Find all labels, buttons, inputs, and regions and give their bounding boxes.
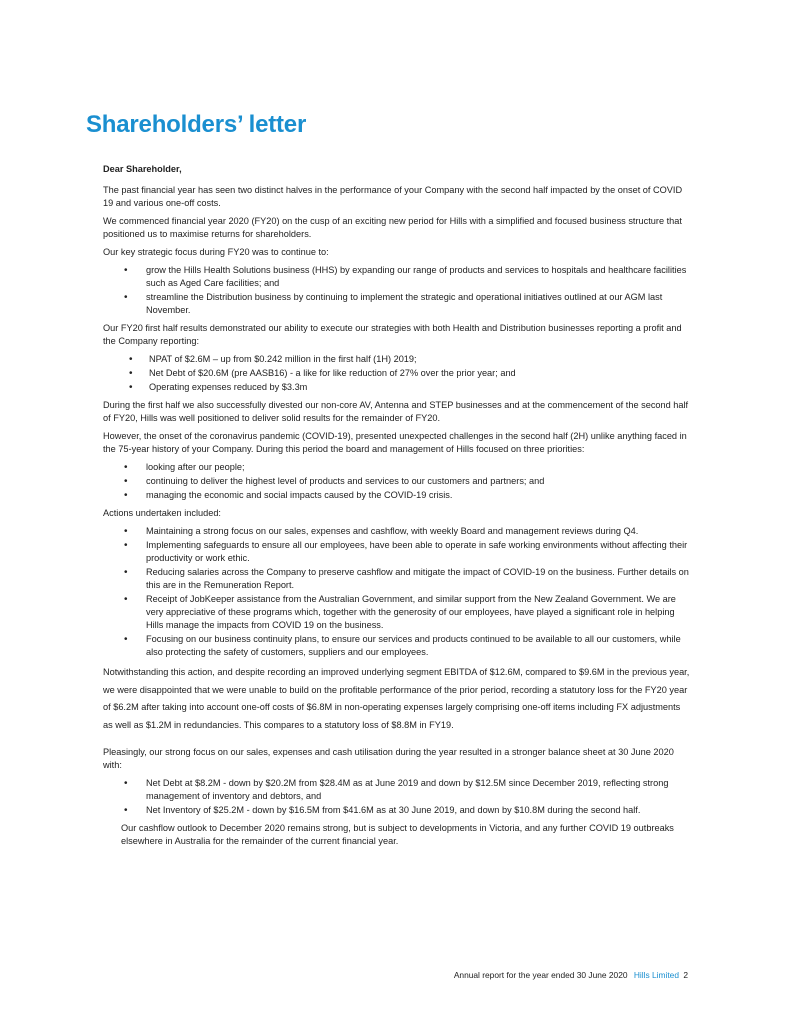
list-item: • NPAT of $2.6M – up from $0.242 million in the first half (1H) 2019; <box>103 353 691 366</box>
list-item: • Implementing safeguards to ensure all our employees, have been able to operate in safe working environments without affecting their productivity or work ethic. <box>103 539 691 565</box>
balance-list <box>103 777 691 817</box>
list-item: • Maintaining a strong focus on our sales, expenses and cashflow, with weekly Board and management reviews during Q4. <box>103 525 691 538</box>
priorities-list <box>103 461 691 502</box>
list-item: • Receipt of JobKeeper assistance from the Australian Government, and similar support from the New Zealand Government. We are very appreciative of these programs which, together with the generosity of our employees, have played a significant role in helping Hills manage the impacts from COVID 19 on the business. <box>103 593 691 632</box>
list-item: • managing the economic and social impacts caused by the COVID-19 crisis. <box>103 489 691 502</box>
list-item: • continuing to deliver the highest level of products and services to our customers and partners; and <box>103 475 691 488</box>
results-list <box>103 353 691 394</box>
paragraph: Pleasingly, our strong focus on our sales, expenses and cash utilisation during the year resulted in a stronger balance sheet at 30 June 2020 with: <box>103 747 674 770</box>
paragraph: Actions undertaken included: <box>103 508 221 518</box>
list-item: • Net Debt of $20.6M (pre AASB16) - a like for like reduction of 27% over the prior year; and <box>103 367 691 380</box>
page-footer <box>454 970 688 980</box>
list-item: • Net Inventory of $25.2M - down by $16.5M from $41.6M as at 30 June 2019, and down by $10.8M during the second half. <box>103 804 691 817</box>
paragraph: Notwithstanding this action, and despite recording an improved underlying segment EBITDA of $12.6M, compared to $9.6M in the previous year, we were disappointed that we were unable to build on the profitable performance of the prior period, recording a statutory loss for the FY20 year of $6.2M after taking into account one-off costs of $6.8M in non-operating expenses largely comprising one-off items including FX adjustments as well as $1.2M in redundancies. This compares to a statutory loss of $8.8M in FY19. <box>103 667 690 730</box>
letter-body <box>103 163 691 853</box>
list-item: • looking after our people; <box>103 461 691 474</box>
paragraph: Our cashflow outlook to December 2020 remains strong, but is subject to developments in Victoria, and any further COVID 19 outbreaks elsewhere in Australia for the remainder of the current financial year. <box>121 823 674 846</box>
paragraph: The past financial year has seen two distinct halves in the performance of your Company with the second half impacted by the onset of COVID 19 and various one-off costs. <box>103 185 683 208</box>
list-item: • Focusing on our business continuity plans, to ensure our services and products continued to be available to all our customers, while also protecting the safety of customers, suppliers and our employees. <box>103 633 691 659</box>
paragraph: However, the onset of the coronavirus pandemic (COVID-19), presented unexpected challenges in the second half (2H) unlike anything faced in the 75-year history of your Company. During this period the board and management of Hills focused on three priorities: <box>103 431 687 454</box>
list-item: • streamline the Distribution business by continuing to implement the strategic and operational initiatives outlined at our AGM last November. <box>103 291 691 317</box>
actions-list <box>103 525 691 659</box>
paragraph: During the first half we also successfully divested our non-core AV, Antenna and STEP businesses and at the commencement of the second half of FY20, Hills was well positioned to deliver solid results for the remainder of FY20. <box>103 400 689 423</box>
list-item: • Operating expenses reduced by $3.3m <box>103 381 691 394</box>
page-title: Shareholders’ letter <box>86 111 307 138</box>
list-item: • grow the Hills Health Solutions business (HHS) by expanding our range of products and services to hospitals and healthcare facilities such as Aged Care facilities; and <box>103 264 691 290</box>
page-number: 2 <box>683 970 688 980</box>
paragraph: Our key strategic focus during FY20 was to continue to: <box>103 247 329 257</box>
paragraph: We commenced financial year 2020 (FY20) on the cusp of an exciting new period for Hills with a simplified and focused business structure that positioned us to maximise returns for shareholders. <box>103 216 682 239</box>
list-item: • Net Debt at $8.2M - down by $20.2M from $28.4M as at June 2019 and down by $12.5M since December 2019, reflecting strong management of inventory and debtors, and <box>103 777 691 803</box>
focus-list <box>103 264 691 317</box>
list-item: • Reducing salaries across the Company to preserve cashflow and mitigate the impact of COVID-19 on the business. Further details on this are in the Remuneration Report. <box>103 566 691 592</box>
footer-report-text: Annual report for the year ended 30 June 2020 <box>453 970 628 980</box>
footer-brand: Hills Limited <box>633 970 679 980</box>
salutation: Dear Shareholder, <box>103 164 182 174</box>
paragraph: Our FY20 first half results demonstrated our ability to execute our strategies with both Health and Distribution businesses reporting a profit and the Company reporting: <box>103 323 682 346</box>
